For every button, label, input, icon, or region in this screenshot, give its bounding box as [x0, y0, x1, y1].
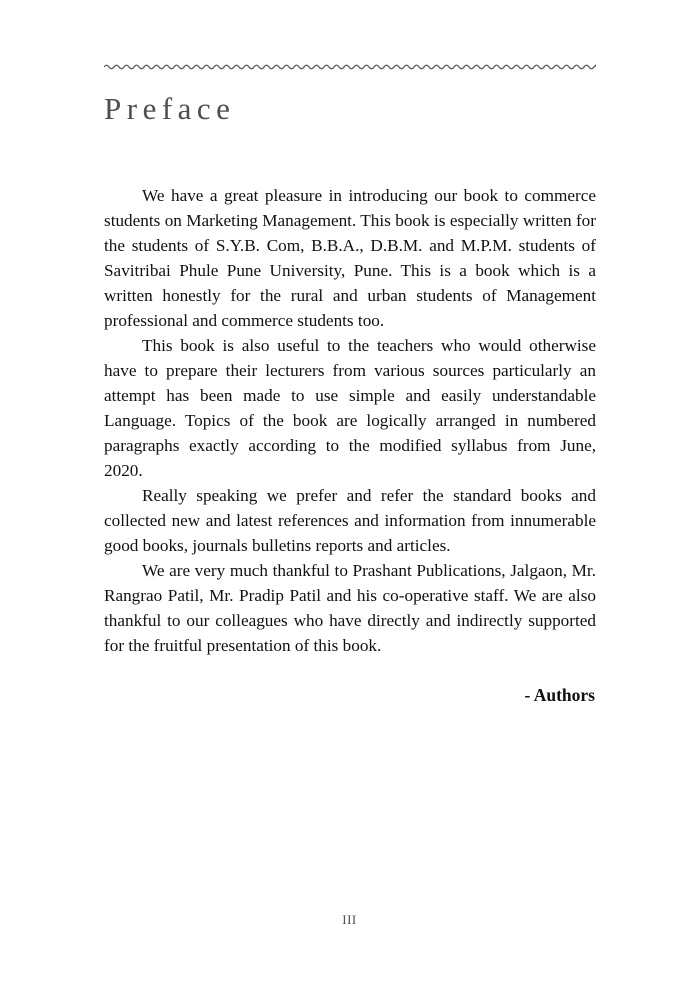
paragraph: This book is also useful to the teachers who would otherwise have to prepare their lecturers from various sources particularly an attempt has been made to use simple and easily understandable Language. Topics of the book are logically arranged in numbered paragraphs exactly according to the modified syllabus from June, 2020. — [104, 336, 596, 480]
authors-signature: - Authors — [524, 685, 595, 705]
preface-body — [104, 183, 596, 658]
wavy-divider-line — [104, 62, 596, 72]
page-title: Preface — [104, 91, 236, 126]
paragraph: We have a great pleasure in introducing our book to commerce students on Marketing Management. This book is especially written for the students of S.Y.B. Com, B.B.A., D.B.M. and M.P.M. students of Savitribai Phule Pune University, Pune. This is a book which is a written honestly for the rural and urban students of Management professional and commerce students too. — [104, 186, 596, 330]
paragraph: We are very much thankful to Prashant Publications, Jalgaon, Mr. Rangrao Patil, Mr. Pradip Patil and his co-operative staff. We are also thankful to our colleagues who have directly and indirectly supported for the fruitful presentation of this book. — [104, 561, 596, 655]
page-number: III — [342, 912, 357, 927]
paragraph: Really speaking we prefer and refer the standard books and collected new and latest references and information from innumerable good books, journals bulletins reports and articles. — [104, 486, 596, 555]
